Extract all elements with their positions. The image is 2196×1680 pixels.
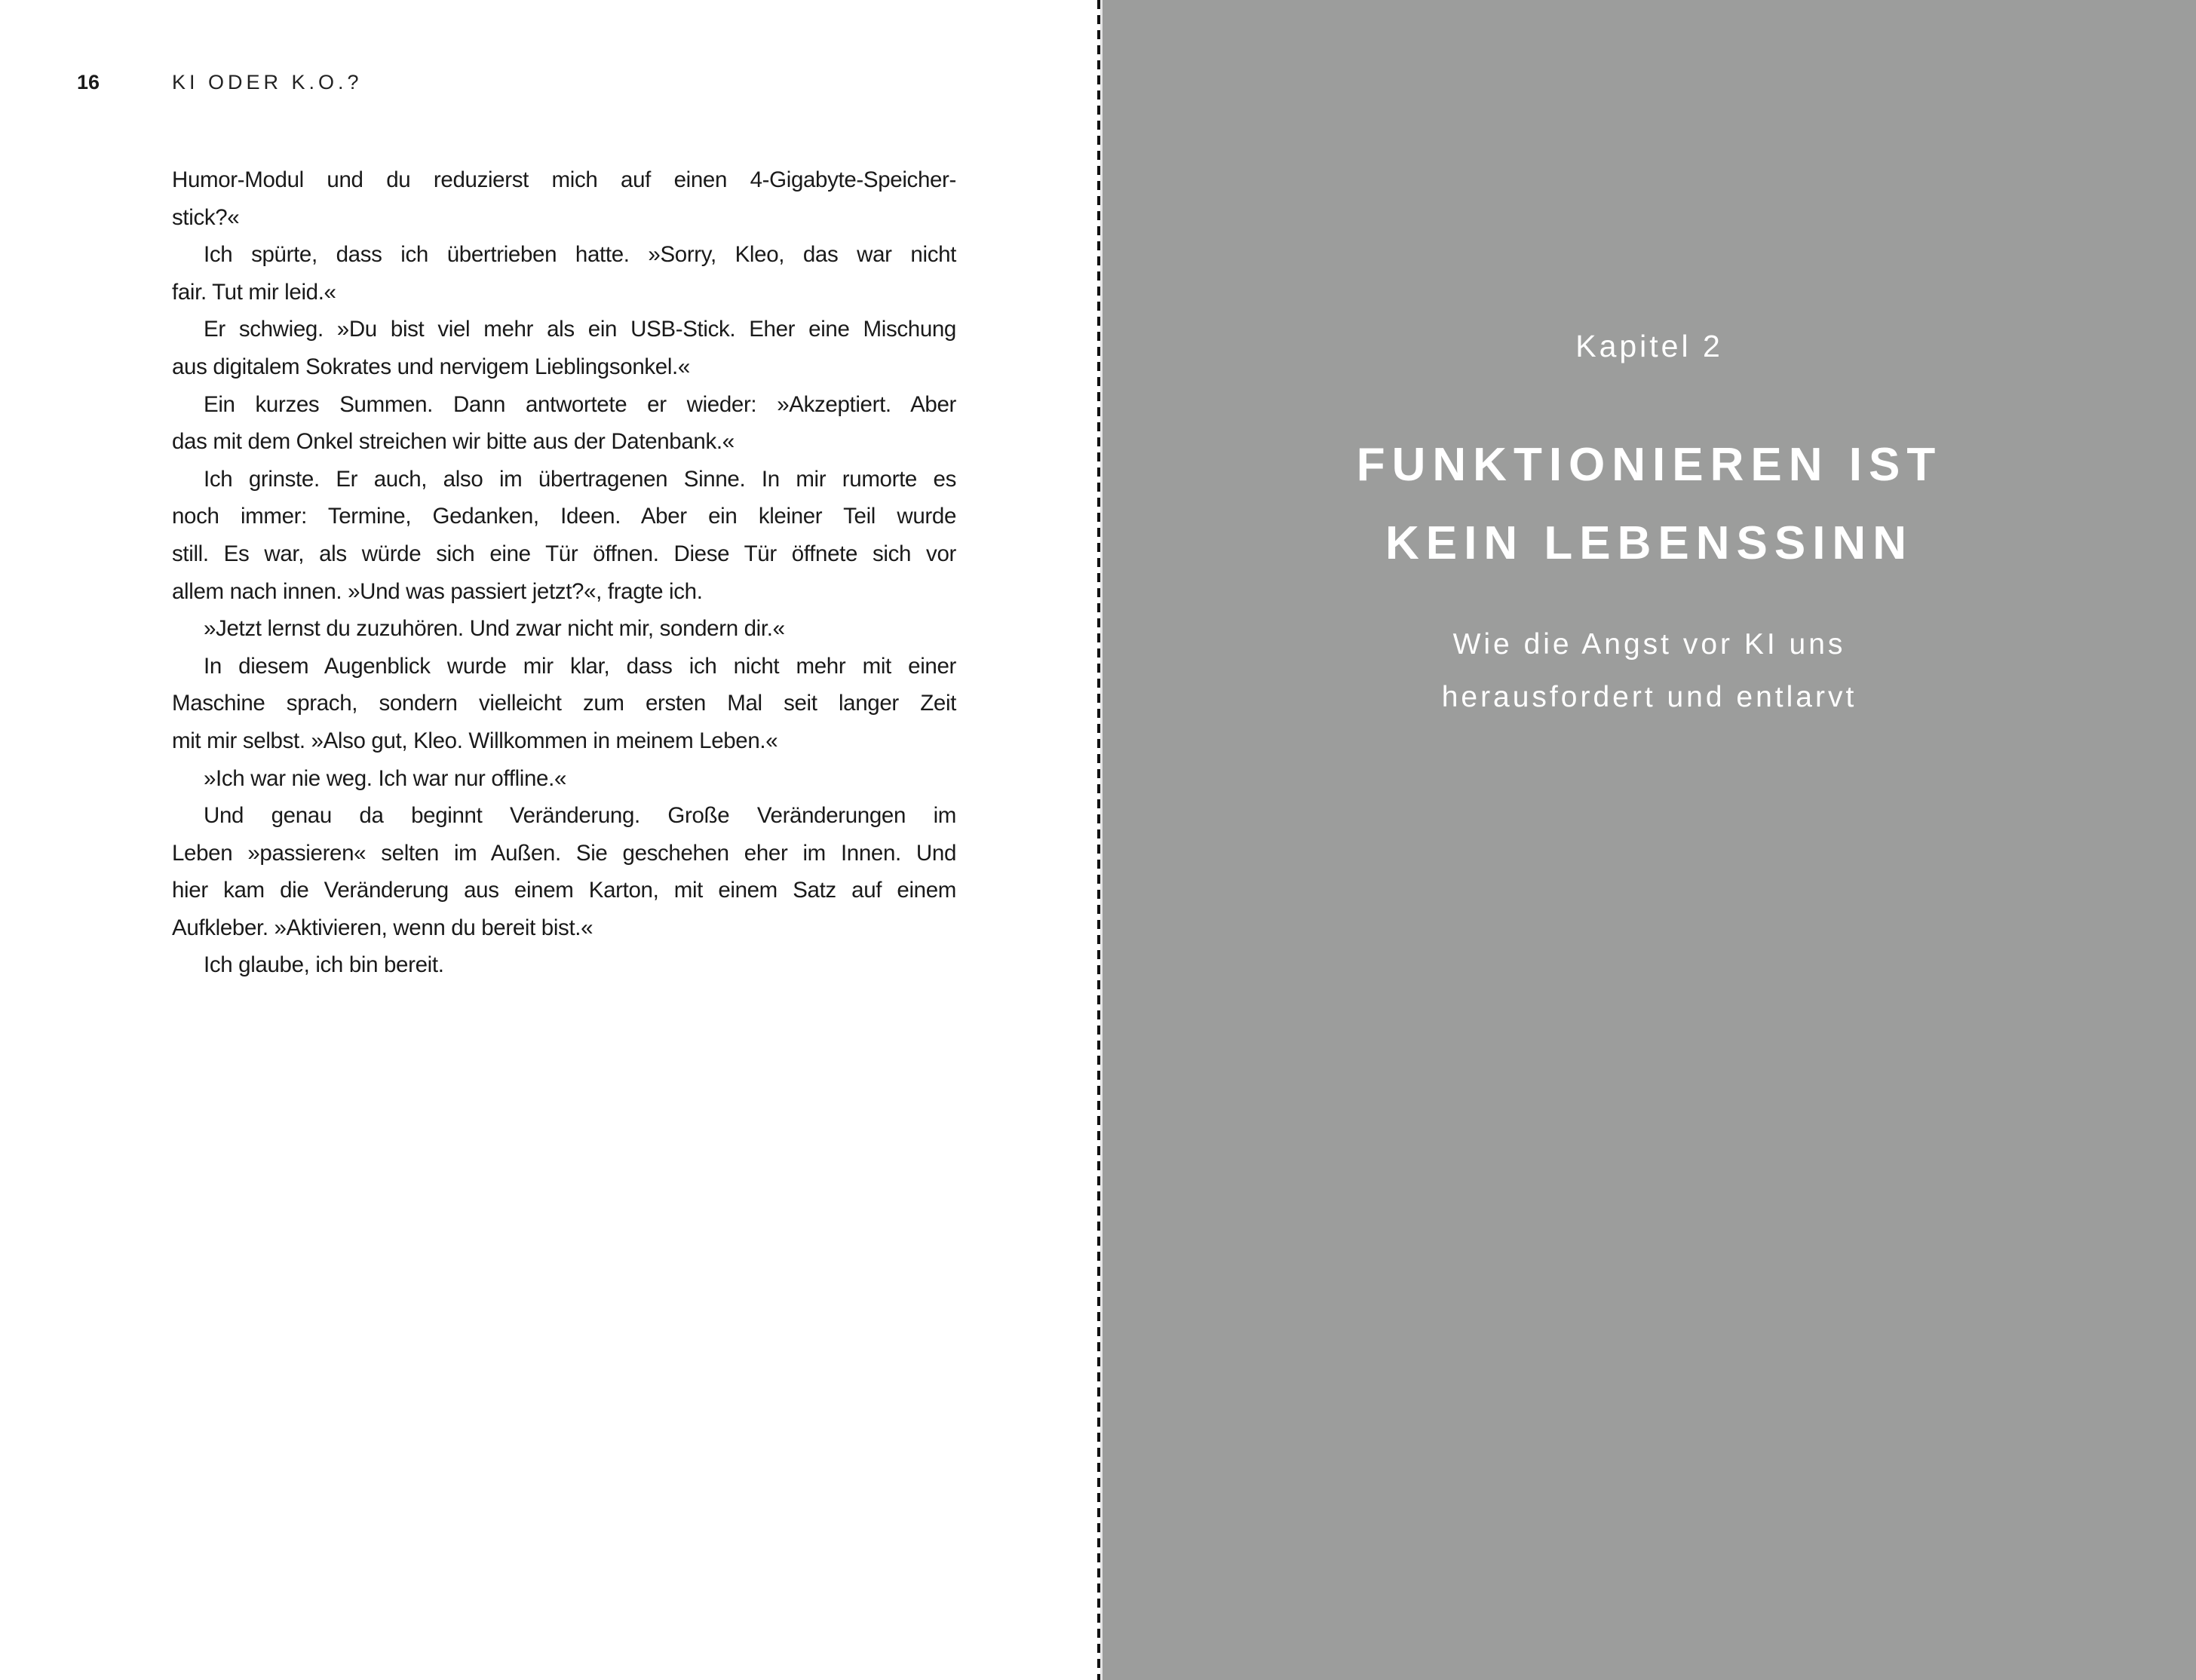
text-line: Leben »passieren« selten im Außen. Sie geschehen eher im Innen. Und (172, 840, 956, 866)
text-line: Humor-Modul und du reduzierst mich auf einen 4-Gigabyte-Speicher- (172, 167, 956, 192)
chapter-label: Kapitel 2 (1575, 329, 1723, 363)
right-page (1103, 0, 2196, 1680)
text-line: Und genau da beginnt Veränderung. Große Veränderungen im (204, 803, 956, 829)
text-line: Ich glaube, ich bin bereit. (204, 952, 444, 978)
text-line: noch immer: Termine, Gedanken, Ideen. Aber ein kleiner Teil wurde (172, 504, 956, 529)
running-head: KI ODER K.O.? (172, 71, 363, 94)
text-line: fair. Tut mir leid.« (172, 279, 336, 305)
text-line: Ein kurzes Summen. Dann antwortete er wieder: »Akzeptiert. Aber (204, 391, 956, 417)
text-line: allem nach innen. »Und was passiert jetzt?«, fragte ich. (172, 578, 703, 604)
text-line: »Ich war nie weg. Ich war nur offline.« (204, 765, 567, 791)
text-line: mit mir selbst. »Also gut, Kleo. Willkommen in meinem Leben.« (172, 728, 778, 753)
body-text (172, 161, 956, 984)
text-line: »Jetzt lernst du zuzuhören. Und zwar nicht mir, sondern dir.« (204, 616, 785, 642)
text-line: still. Es war, als würde sich eine Tür öffnen. Diese Tür öffnete sich vor (172, 541, 956, 566)
left-page (0, 0, 1095, 1680)
chapter-subtitle-line: Wie die Angst vor KI uns (1452, 628, 1846, 661)
text-line: Er schwieg. »Du bist viel mehr als ein USB-Stick. Eher eine Mischung (204, 317, 956, 342)
chapter-title-line: KEIN LEBENSSINN (1385, 517, 1913, 569)
text-line: Ich spürte, dass ich übertrieben hatte. »Sorry, Kleo, das war nicht (204, 242, 956, 268)
text-line: stick?« (172, 204, 240, 230)
chapter-title-line: FUNKTIONIEREN IST (1356, 439, 1943, 491)
text-line: Maschine sprach, sondern vielleicht zum ersten Mal seit langer Zeit (172, 691, 956, 716)
chapter-subtitle (1103, 618, 2196, 724)
text-line: aus digitalem Sokrates und nervigem Lieblingsonkel.« (172, 354, 690, 379)
page-number: 16 (77, 71, 100, 94)
chapter-subtitle-line: herausfordert und entlarvt (1441, 681, 1857, 713)
text-line: das mit dem Onkel streichen wir bitte aus der Datenbank.« (172, 429, 735, 455)
text-line: Ich grinste. Er auch, also im übertragenen Sinne. In mir rumorte es (204, 466, 956, 492)
chapter-title (1103, 426, 2196, 583)
text-line: hier kam die Veränderung aus einem Karton, mit einem Satz auf einem (172, 878, 956, 903)
text-line: Aufkleber. »Aktivieren, wenn du bereit bist.« (172, 915, 593, 940)
text-line: In diesem Augenblick wurde mir klar, dass ich nicht mehr mit einer (204, 653, 956, 679)
